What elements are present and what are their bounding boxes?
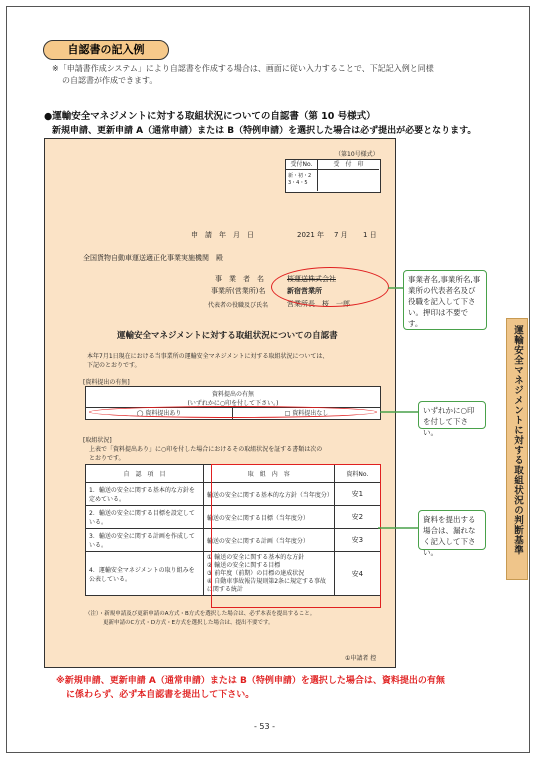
date-day: 1 日 [363, 231, 377, 239]
sidebar-text: 運輸安全マネジメントに対する取組状況の判断基準 [512, 325, 523, 555]
presence-section: [資料提出の有無] [83, 379, 130, 386]
form-title: 運輸安全マネジメントに対する取組状況についての自認書 [117, 331, 338, 341]
table-cell: 安1 [334, 483, 380, 506]
bottom-note [56, 674, 496, 702]
table-cell: 輸送の安全に関する計画（当年度分） [203, 529, 334, 552]
box-mark-icon: □ [284, 410, 291, 417]
table-cell: 輸送の安全に関する目標（当年度分） [203, 506, 334, 529]
sidebar-label [506, 318, 528, 580]
col-item: 自 認 項 目 [86, 465, 204, 483]
table-cell: 2．輸送の安全に関する目標を設定している。 [86, 506, 204, 529]
callout-3: 資料を提出する場合は、漏れなく記入して下さい。 [418, 510, 486, 550]
footer-mark: ①申請者 控 [345, 655, 377, 662]
table-cell: 安4 [334, 552, 380, 596]
date-year: 2021 年 [297, 231, 325, 239]
table-cell: 3．輸送の安全に関する計画を作成している。 [86, 529, 204, 552]
presence-sub: (いずれかに○印を付して下さい。) [187, 400, 279, 407]
presence-yes-label: 資料提出あり [145, 410, 182, 417]
heading-main: ●運輸安全マネジメントに対する取組状況についての自認書（第 10 号様式） [44, 111, 376, 122]
table-cell: 輸送の安全に関する基本的な方針（当年度分） [203, 483, 334, 506]
note-line: ※「申請書作成システム」により自認書を作成する場合は、画面に従い入力することで、下記記入例と同様 [52, 64, 434, 73]
table-cell: 安2 [334, 506, 380, 529]
business-value: 桜運送株式会社 [287, 275, 336, 283]
date-month: 7 月 [334, 231, 348, 239]
body-line: 本年7月1日現在における当事業所の運輸安全マネジメントに対する取組状況については、 [87, 353, 329, 360]
date-label: 申 請 年 月 日 [191, 231, 254, 239]
office-value: 新宿営業所 [287, 287, 322, 295]
reception-date-label: 受 付 印 [318, 160, 379, 170]
presence-header: 資料提出の有無 [211, 391, 254, 398]
reception-type: 新・初・2 [288, 173, 312, 179]
business-label: 事 業 者 名 [215, 275, 264, 283]
status-line: 上表で「資料提出あり」に○印を付した場合におけるその取組状況を証する書類は次の [89, 446, 323, 453]
table-cell: 安3 [334, 529, 380, 552]
footnote-1: （注）・新規申請及び更新申請のA方式・B方式を選択した場合は、必ず本表を提出すること。 [85, 611, 316, 617]
table-cell: 4．運輸安全マネジメントの取り組みを公表している。 [86, 552, 204, 596]
rep-value: 営業所長 桜 一郎 [287, 300, 350, 308]
form-number: （第10号様式） [335, 151, 379, 158]
status-line: とおりです。 [89, 455, 125, 462]
rep-label: 代表者の役職及び氏名 [208, 302, 269, 309]
addressee: 全国貨物自動車運送適正化事業実施機関 殿 [83, 254, 223, 262]
callout-2: いずれかに○印を付して下さい。 [418, 401, 486, 429]
note-line: の自認書が作成できます。 [62, 76, 158, 85]
bottom-line: に係わらず、必ず本自認書を提出して下さい。 [66, 690, 255, 700]
heading-sub: 新規申請、更新申請 A（通常申請）または B（特例申請）を選択した場合は必ず提出が必要となります。 [52, 126, 477, 136]
reception-digits: 3・4・5 [288, 180, 308, 186]
col-no: 資料No. [334, 465, 380, 483]
presence-no-label: 資料提出なし [292, 410, 329, 417]
section-title: 自認書の記入例 [43, 40, 169, 60]
body-line: 下記のとおりです。 [87, 362, 141, 369]
footnote-2: 更新申請のC方式・D方式・E方式を選択した場合は、提出不要です。 [103, 620, 274, 626]
table-cell: ① 輸送の安全に関する基本的な方針 ② 輸送の安全に関する目標 ③ 前年度（前期）の目標の達成状況 ④ 自動車事故報告規則第2条に規定する事故に関する統計 [203, 552, 334, 596]
bottom-line: ※新規申請、更新申請 A（通常申請）または B（特例申請）を選択した場合は、資料提出の有無 [56, 676, 445, 686]
col-content: 取 組 内 容 [203, 465, 334, 483]
reception-label: 受付No. [286, 160, 318, 170]
table-cell: 1．輸送の安全に関する基本的な方針を定めている。 [86, 483, 204, 506]
page-number: - 53 - [254, 722, 276, 731]
callout-1: 事業者名,事業所名,事業所の代表者名及び役職を記入して下さい。押印は不要です。 [403, 270, 487, 330]
office-label: 事業所(営業所)名 [211, 287, 266, 295]
circle-mark-icon: ◯ [136, 410, 144, 417]
status-section: [取組状況] [83, 437, 112, 444]
